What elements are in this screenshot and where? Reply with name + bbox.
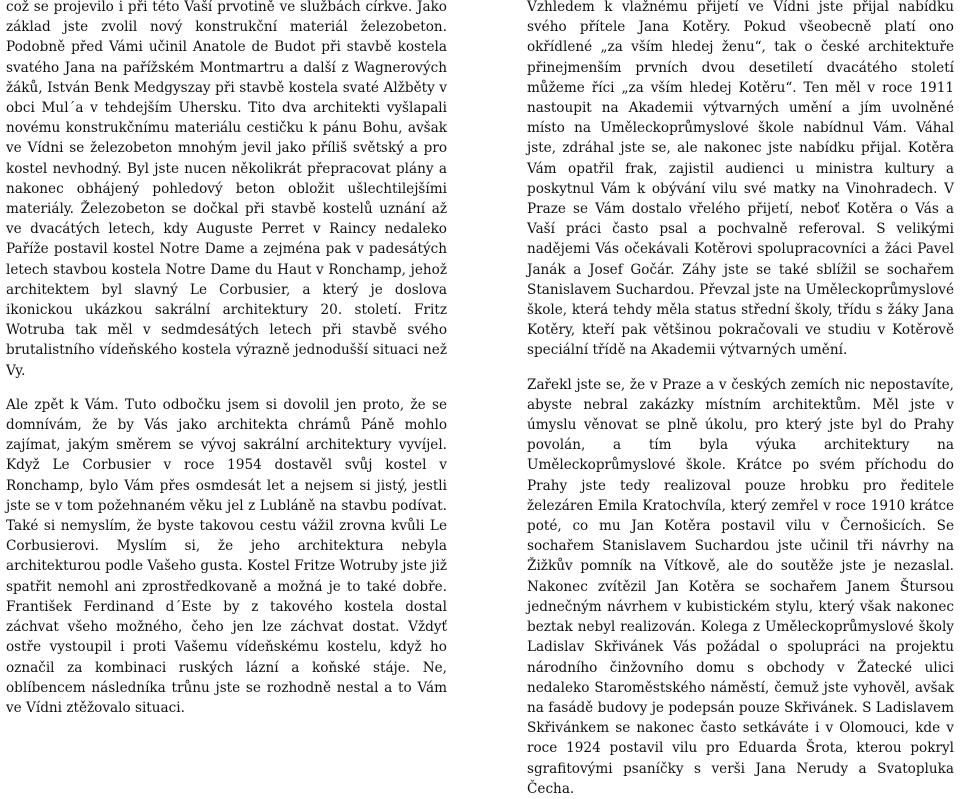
right-paragraph-1: Vzhledem k vlažnému přijetí ve Vídni jste přijal nabídku svého přítele Jana Kotěry. Pokud všeobecně platí ono okřídlené „za vším hledej ženu“, tak o české architektuře přinejmenším prvních dvou desetiletí dvacátého století můžeme říci „za vším hledej Kotěru“. Ten měl v roce 1911 nastoupit na Akademii výtvarných umění a jím uvolněné místo na Uměleckoprůmyslové škole nabídnul Vám. Váhal jste, zdráhal jste se, ale nakonec jste nabídku přijal. Kotěra Vám opatřil frak, zajistil audienci u ministra kultury a poskytnul Vám k obývání vilu své matky na Vinohradech. V Praze se Vám dostalo vřelého přijetí, neboť Kotěra o Vás a Vaší práci často psal a pochvalně referoval. S velikými nadějemi Vás očekávali Kotěrovi spolupracovníci a žáci Pavel Janák a Josef Gočár. Záhy jste se také sblížil se sochařem Stanislavem Suchardou. Převzal jste na Uměleckoprůmyslové škole, která tehdy měla status střední školy, třídu s žáky Jana Kotěry, kteří pak většinou pokračovali ve studiu v Kotěrově speciální třídě na Akademii výtvarných umění. — [527, 0, 954, 359]
right-column — [527, 0, 954, 799]
left-paragraph-2: Ale zpět k Vám. Tuto odbočku jsem si dovolil jen proto, že se domnívám, že by Vás jako architekta chrámů Páně mohlo zajímat, jakým směrem se vývoj sakrální architektury vyvíjel. Když Le Corbusier v roce 1954 dostavěl svůj kostel v Ronchamp, bylo Vám přes osmdesát let a nejsem si jistý, jestli jste se v tom požehnaném věku jel z Lubláně na stavbu podívat. Také si nemyslím, že byste takovou cestu vážil zrovna kvůli Le Corbusierovi. Myslím si, že jeho architektura nebyla architekturou podle Vašeho gusta. Kostel Fritze Wotruby jste již spatřit nemohl ani zprostředkovaně a možná je to také dobře. František Ferdinand d´Este by z takového kostela dostal záchvat všeho možného, čeho jen lze záchvat dostat. Vždyť ostře vystoupil i proti Vašemu vídeňskému kostelu, když ho označil za kombinaci ruských lázní a koňské stáje. Ne, oblíbencem následníka trůnu jste se rozhodně nestal a to Vám ve Vídni ztěžovalo situaci. — [6, 396, 447, 716]
right-paragraph-2: Zařekl jste se, že v Praze a v českých zemích nic nepostavíte, abyste nebral zakázky místním architektům. Měl jste v úmyslu věnovat se plně úkolu, pro který jste byl do Prahy povolán, a tím byla výuka architektury na Uměleckoprůmyslové škole. Krátce po svém příchodu do Prahy jste tedy realizoval pouze hrobku pro ředitele železáren Emila Kratochvíla, který zemřel v roce 1910 krátce poté, co mu Jan Kotěra postavil vilu v Černošicích. Se sochařem Stanislavem Suchardou jste učinil tři návrhy na Žižkův pomník na Vítkově, ale do soutěže jste je nezaslal. Nakonec zvítězil Jan Kotěra se sochařem Janem Štursou jednečným návrhem v kubistickém stylu, který však nakonec beztak nebyl realizován. Kolega z Uměleckoprůmyslové školy Ladislav Skřivánek Vás požádal o spolupráci na projektu národního činžovního domu s obchody v Žatecké ulici nedaleko Staroměstského náměstí, čemuž jste vyhověl, avšak na fasádě budovy je podepsán pouze Skřivánek. S Ladislavem Skřivánkem se nakonec často setkáváte i v Olomouci, kde v roce 1924 postavil vilu pro Eduarda Šrota, kterou pokryl sgrafitovými psaníčky s verši Jana Nerudy a Svatopluka Čecha. — [527, 376, 954, 797]
left-column — [6, 0, 447, 718]
left-paragraph-1: což se projevilo i při této Vaší prvotině ve službách církve. Jako základ jste zvolil nový konstrukční materiál železobeton. Podobně před Vámi učinil Anatole de Budot při stavbě kostela svatého Jana na pařížském Montmartru a další z Wagnerových žáků, István Benk Medgyszay při stavbě kostela svaté Alžběty v obci Mul´a v tehdejším Uhersku. Tito dva architekti vyšlapali novému konstrukčnímu materiálu cestičku k pánu Bohu, avšak ve Vídni se železobeton mnohým jevil jako příliš světský a pro kostel nevhodný. Byl jste nucen několikrát přepracovat plány a nakonec obhájený pohledový beton obložit ušlechtilejšími materiály. Železobeton se dočkal při stavbě kostelů uznání až ve dvacátých letech, kdy Auguste Perret v Raincy nedaleko Paříže postavil kostel Notre Dame a zejména pak v padesátých letech stavbou kostela Notre Dame du Haut v Ronchamp, jehož architektem byl slavný Le Corbusier, a který je doslova ikonickou ukázkou sakrální architektury 20. století. Fritz Wotruba tak měl v sedmdesátých letech při stavbě svého brutalistního vídeňského kostela výrazně jednodušší situaci než Vy. — [6, 0, 447, 379]
